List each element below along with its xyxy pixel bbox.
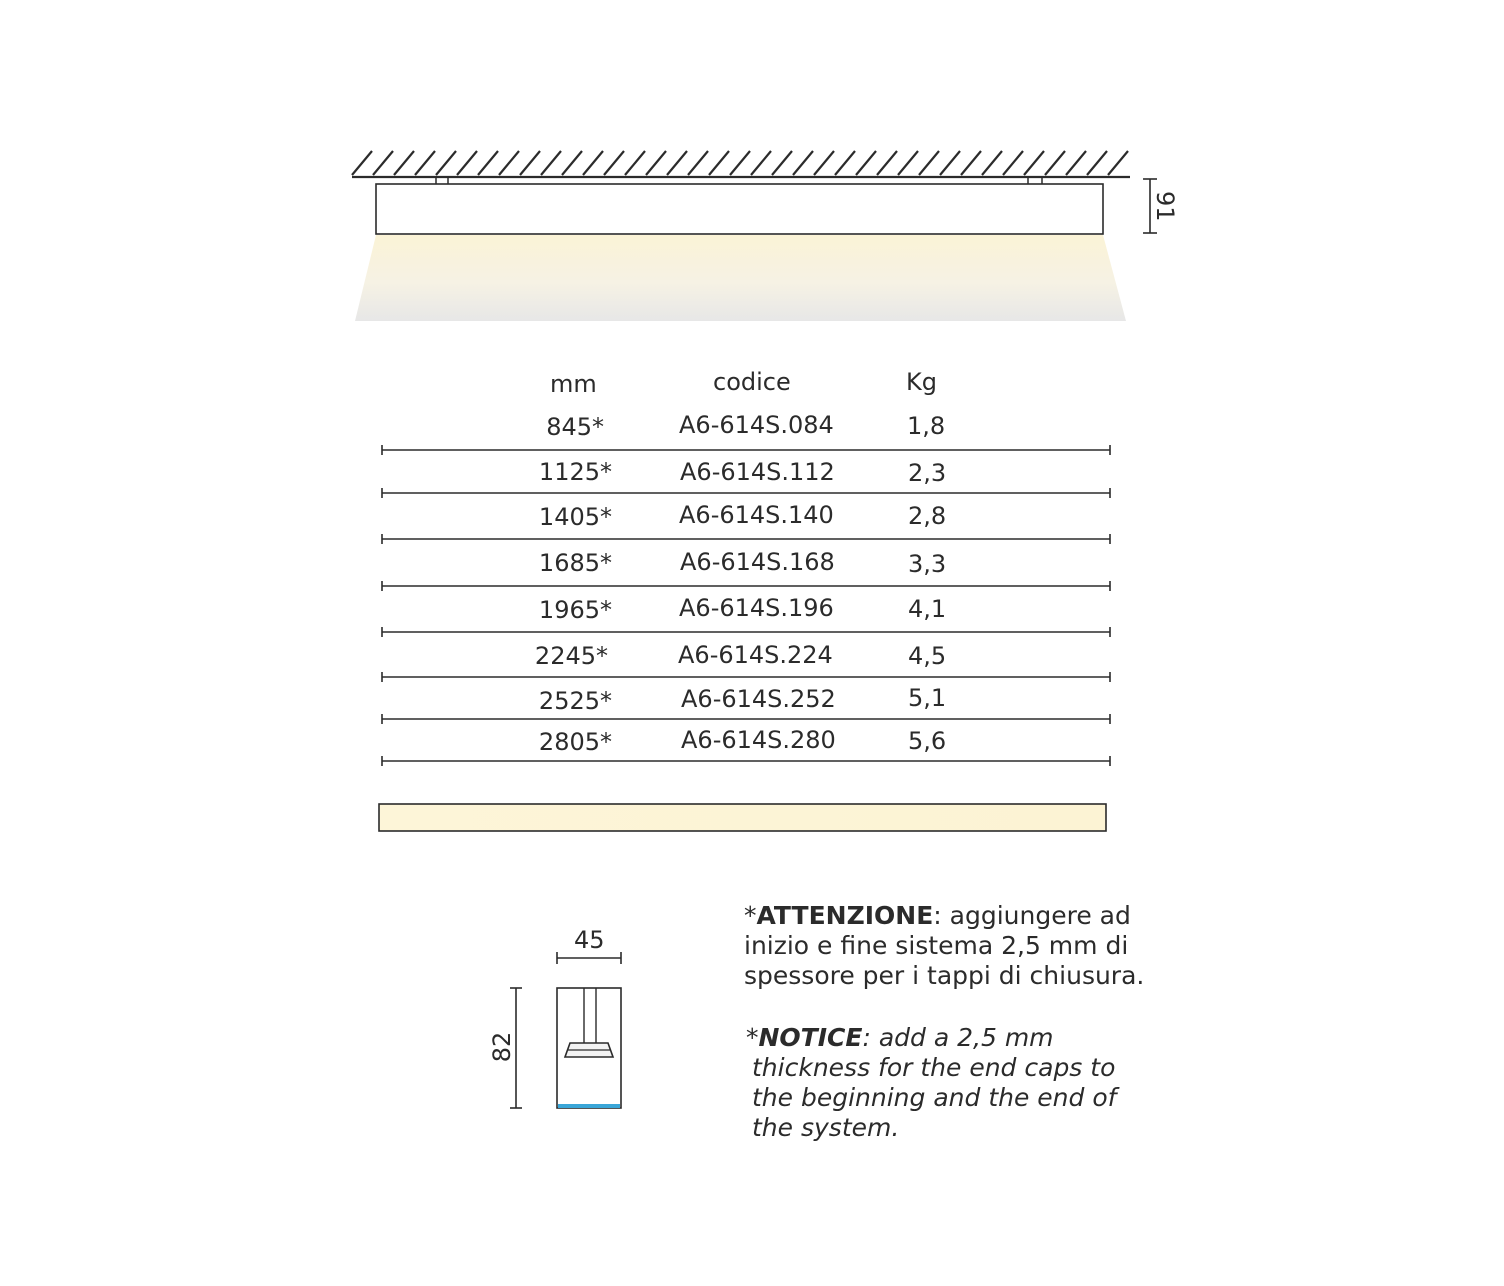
row-code: A6-614S.196 (679, 594, 834, 622)
row-mm: 1405* (538, 503, 612, 531)
note-it-line3: spessore per i tappi di chiusura. (744, 961, 1145, 990)
row-kg: 2,8 (908, 502, 947, 530)
section-width-label: 45 (574, 926, 605, 954)
row-code: A6-614S.224 (678, 641, 833, 669)
header-kg: Kg (906, 368, 937, 396)
ceiling-hatch (352, 151, 1130, 177)
note-en-line4: the system. (752, 1113, 900, 1142)
luminaire-side-body (376, 184, 1103, 234)
note-it-prefix: * (744, 901, 757, 930)
row-kg: 3,3 (908, 550, 947, 578)
row-kg: 4,5 (908, 642, 947, 670)
light-beam (355, 235, 1126, 321)
row-code: A6-614S.112 (680, 458, 835, 486)
note-en-prefix: * (746, 1023, 759, 1052)
row-code: A6-614S.140 (679, 501, 834, 529)
row-mm: 2245* (534, 642, 608, 670)
row-code: A6-614S.084 (679, 411, 834, 439)
note-it-line2: inizio e fine sistema 2,5 mm di (744, 931, 1129, 960)
note-it-line1: : aggiungere ad (933, 901, 1131, 930)
note-english (746, 1023, 1116, 1143)
header-code: codice (713, 368, 791, 396)
cross-section (510, 952, 621, 1108)
header-mm: mm (550, 370, 597, 398)
row-kg: 1,8 (907, 412, 946, 440)
note-it-keyword: ATTENZIONE (756, 901, 934, 930)
row-mm: 2805* (538, 728, 612, 756)
row-mm: 1125* (538, 458, 612, 486)
row-kg: 5,1 (908, 684, 947, 712)
note-en-line2: thickness for the end caps to (752, 1053, 1116, 1082)
row-code: A6-614S.252 (681, 685, 836, 713)
luminaire-bottom-view (379, 804, 1106, 831)
row-code: A6-614S.280 (681, 726, 836, 754)
row-kg: 4,1 (908, 595, 947, 623)
side-height-label: 91 (1151, 191, 1179, 222)
row-mm: 845* (546, 413, 604, 441)
row-mm: 1685* (538, 549, 612, 577)
row-code: A6-614S.168 (680, 548, 835, 576)
note-italian (744, 901, 1144, 991)
row-mm: 2525* (538, 687, 612, 715)
row-kg: 5,6 (908, 727, 947, 755)
row-kg: 2,3 (908, 459, 947, 487)
note-en-line3: the beginning and the end of (752, 1083, 1117, 1112)
note-en-keyword: NOTICE (758, 1023, 863, 1052)
section-height-label: 82 (488, 1031, 516, 1063)
note-en-line1: : add a 2,5 mm (862, 1023, 1054, 1052)
row-mm: 1965* (538, 596, 612, 624)
